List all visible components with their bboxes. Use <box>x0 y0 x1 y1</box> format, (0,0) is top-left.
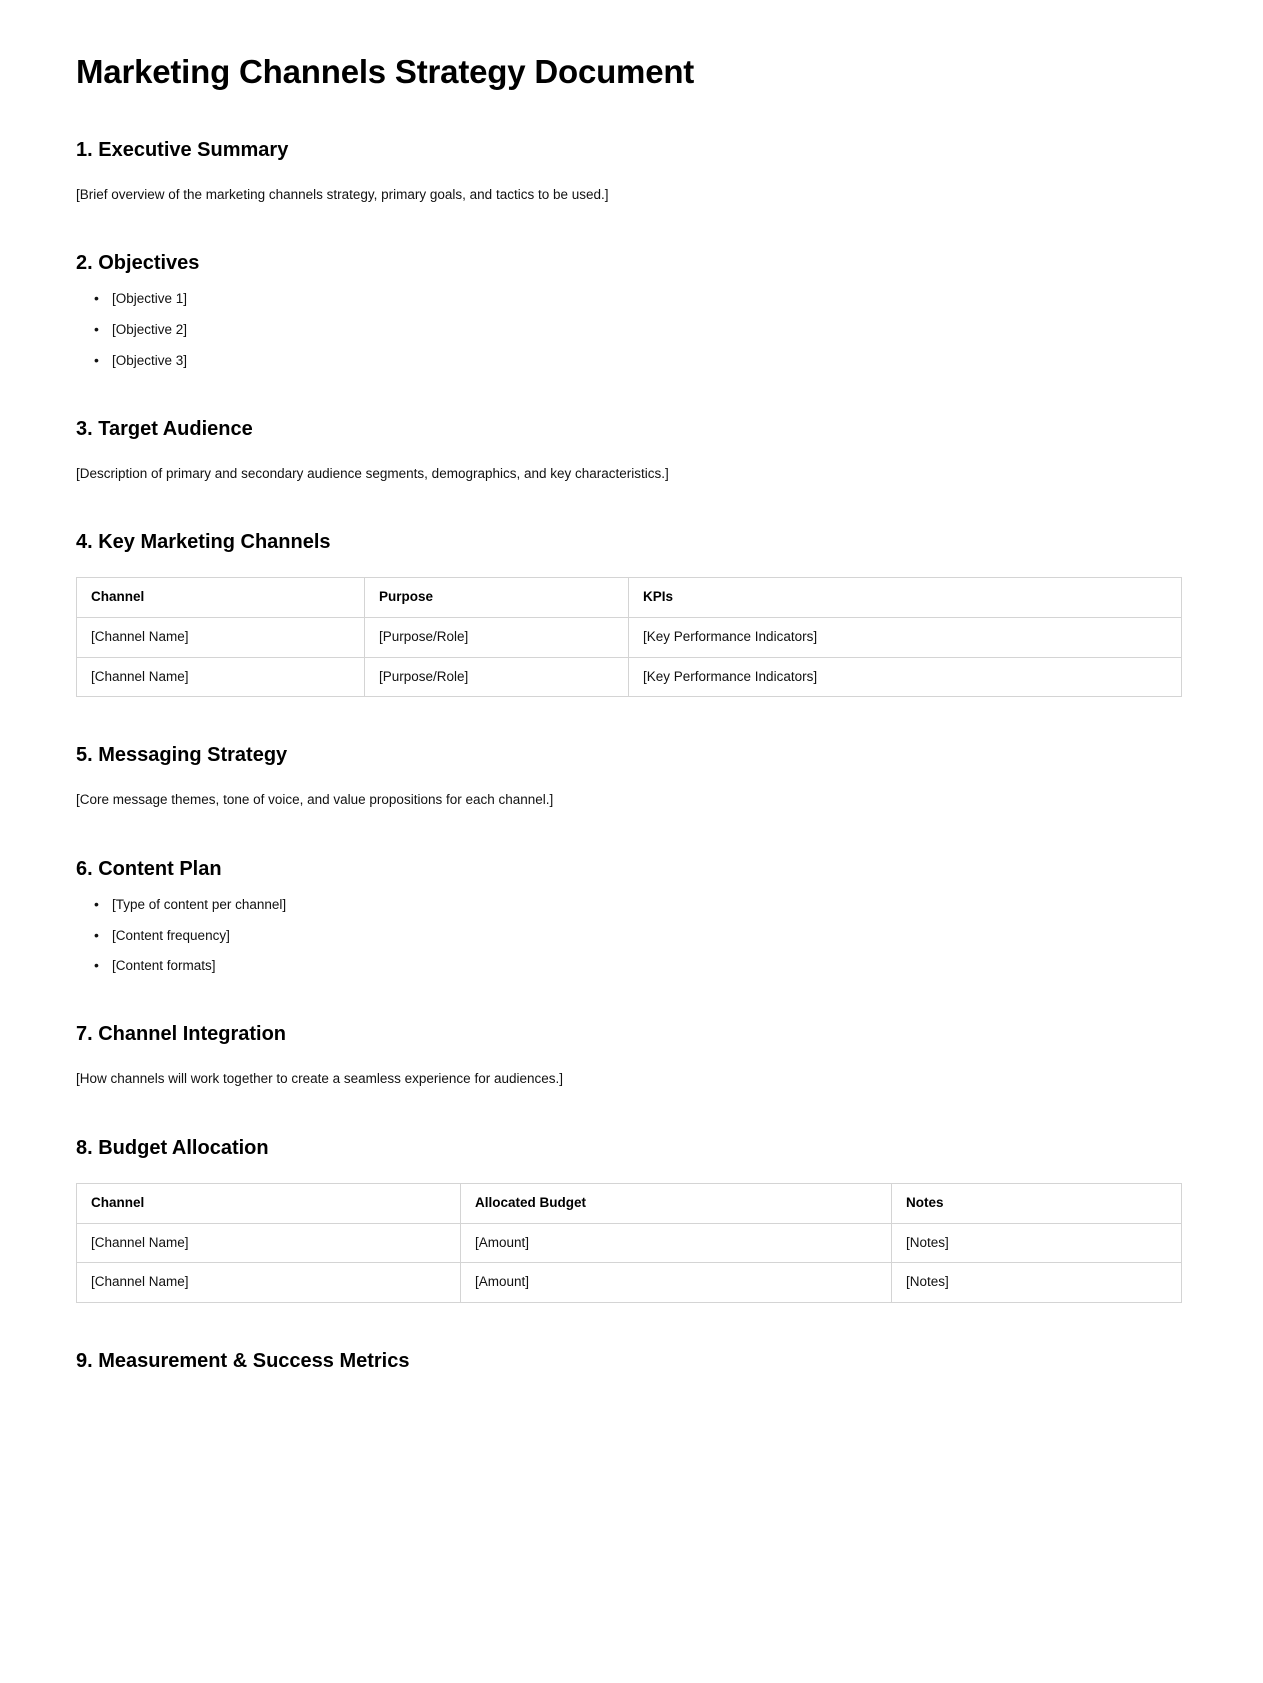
table-row <box>77 1263 1182 1303</box>
section-heading-budget-allocation: 8. Budget Allocation <box>76 1136 269 1159</box>
table-header-row <box>77 1183 1182 1223</box>
section-heading-content-plan: 6. Content Plan <box>76 857 222 880</box>
budget-allocation-table <box>76 1183 1182 1304</box>
list-item: • [Content formats] <box>112 957 1183 976</box>
list-item: • [Objective 1] <box>112 290 1183 309</box>
table-cell: [Channel Name] <box>77 657 365 697</box>
table-cell: [Notes] <box>892 1263 1182 1303</box>
table-cell: [Channel Name] <box>77 1223 461 1263</box>
section-heading-channel-integration: 7. Channel Integration <box>76 1023 287 1046</box>
objectives-list <box>76 290 1183 371</box>
table-column-header: Channel <box>77 577 365 617</box>
section-heading-measurement-success-metrics: 9. Measurement & Success Metrics <box>76 1350 410 1373</box>
table-column-header: KPIs <box>629 577 1182 617</box>
section-paragraph-channel-integration: [How channels will work together to create a seamless experience for audiences.] <box>76 1071 563 1087</box>
table-cell: [Purpose/Role] <box>365 657 629 697</box>
table-cell: [Channel Name] <box>77 1263 461 1303</box>
list-item: • [Content frequency] <box>112 927 1183 946</box>
table-header-row <box>77 577 1182 617</box>
content-plan-list <box>76 896 1183 977</box>
list-item: • [Objective 3] <box>112 352 1183 371</box>
section-paragraph-executive-summary: [Brief overview of the marketing channels strategy, primary goals, and tactics to be used.] <box>76 186 609 202</box>
section-paragraph-target-audience: [Description of primary and secondary audience segments, demographics, and key characteristics.] <box>76 465 669 481</box>
table-cell: [Amount] <box>461 1223 892 1263</box>
table-row <box>77 617 1182 657</box>
section-heading-objectives: 2. Objectives <box>76 251 200 274</box>
table-column-header: Purpose <box>365 577 629 617</box>
list-item: • [Type of content per channel] <box>112 896 1183 915</box>
section-heading-key-marketing-channels: 4. Key Marketing Channels <box>76 530 331 553</box>
section-heading-target-audience: 3. Target Audience <box>76 417 253 440</box>
table-cell: [Purpose/Role] <box>365 617 629 657</box>
page-title: Marketing Channels Strategy Document <box>76 53 695 90</box>
table-cell: [Notes] <box>892 1223 1182 1263</box>
list-item: • [Objective 2] <box>112 321 1183 340</box>
table-column-header: Notes <box>892 1183 1182 1223</box>
table-row <box>77 657 1182 697</box>
table-cell: [Key Performance Indicators] <box>629 617 1182 657</box>
section-heading-executive-summary: 1. Executive Summary <box>76 138 289 161</box>
table-row <box>77 1223 1182 1263</box>
table-column-header: Channel <box>77 1183 461 1223</box>
key-marketing-channels-table <box>76 577 1182 698</box>
section-paragraph-messaging-strategy: [Core message themes, tone of voice, and value propositions for each channel.] <box>76 792 554 808</box>
table-cell: [Key Performance Indicators] <box>629 657 1182 697</box>
table-column-header: Allocated Budget <box>461 1183 892 1223</box>
table-cell: [Channel Name] <box>77 617 365 657</box>
section-heading-messaging-strategy: 5. Messaging Strategy <box>76 744 288 767</box>
table-cell: [Amount] <box>461 1263 892 1303</box>
